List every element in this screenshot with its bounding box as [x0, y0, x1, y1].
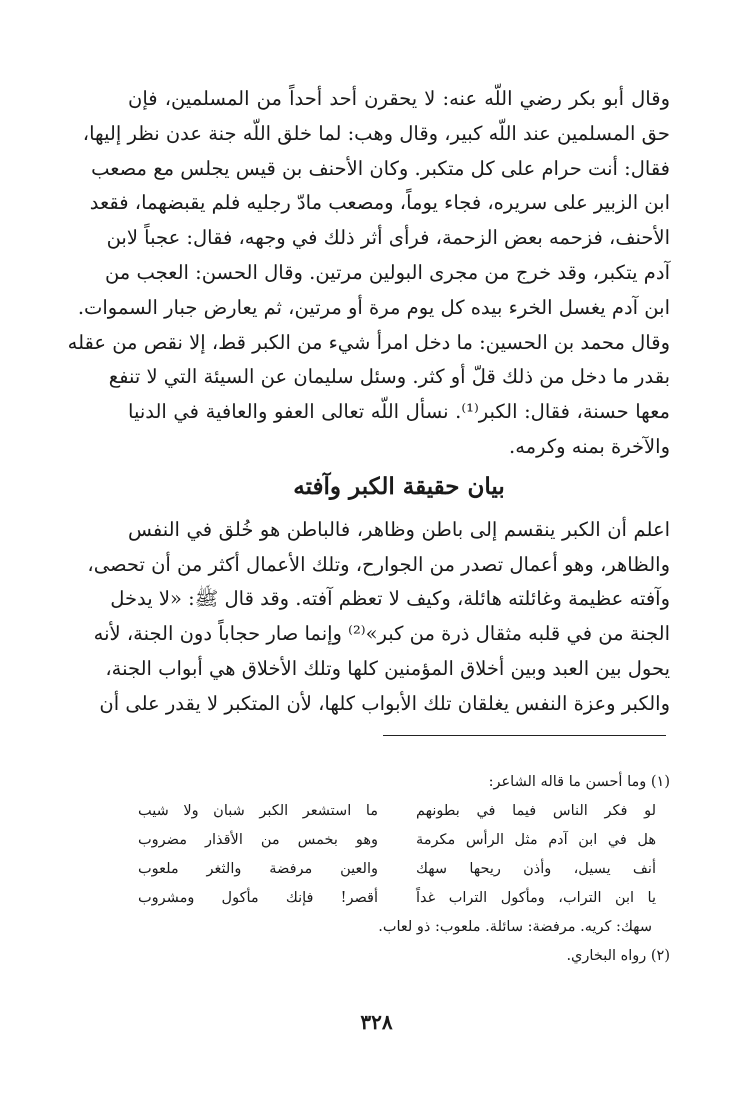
text-line: ابن الزبير على سريره، فجاء يوماً، ومصعب مادّ رجليه فلم يقبضهما، فقعد [89, 191, 670, 215]
text-line: والظاهر، وهو أعمال تصدر من الجوارح، وتلك الأعمال أكثر من أن تحصى، [87, 552, 670, 576]
footnote-1-intro: (١) وما أحسن ما قاله الشاعر: [488, 774, 670, 790]
poem-verse [128, 797, 670, 826]
footnote-1-gloss: سهك: كريه. مرفضة: سائلة. ملعوب: ذو لعاب. [378, 919, 652, 935]
text-line: بقدر ما دخل من ذلك قلّ أو كثر. وسئل سليمان عن السيئة التي لا تنفع [108, 365, 670, 389]
footnote-divider [383, 735, 666, 736]
page-number: ٣٢٨ [360, 1010, 393, 1034]
text-line: الجنة من في قلبه مثقال ذرة من كبر»⁽²⁾ وإنما صار حجاباً دون الجنة، لأنه [93, 622, 670, 646]
poem-verse [128, 826, 670, 855]
poem-second-hemistich: أقصر! فإنك مأكول ومشروب [138, 890, 378, 906]
text-line: الأحنف، فزحمه بعض الزحمة، فرأى أثر ذلك في وجهه، فقال: عجباً لابن [106, 226, 670, 250]
poem [128, 797, 670, 913]
poem-second-hemistich: والعين مرفضة والثغر ملعوب [138, 861, 378, 877]
text-line: اعلم أن الكبر ينقسم إلى باطن وظاهر، فالباطن هو خُلق في النفس [128, 517, 670, 541]
poem-second-hemistich: ما استشعر الكبر شبان ولا شيب [138, 803, 378, 819]
poem-verse [128, 855, 670, 884]
poem-first-hemistich: أنف يسيل، وأذن ريحها سهك [416, 861, 656, 877]
text-line: وآفته عظيمة وغائلته هائلة، وكيف لا تعظم آفته. وقد قال ﷺ: «لا يدخل [110, 587, 670, 611]
text-line: معها حسنة، فقال: الكبر⁽¹⁾. نسأل اللّه تعالى العفو والعافية في الدنيا [128, 400, 670, 424]
text-line: يحول بين العبد وبين أخلاق المؤمنين كلها وتلك الأخلاق هي أبواب الجنة، [105, 656, 670, 680]
poem-first-hemistich: يا ابن التراب، ومأكول التراب غداً [416, 890, 656, 906]
text-line: والآخرة بمنه وكرمه. [509, 434, 670, 458]
main-text [67, 82, 670, 722]
text-line: والكبر وعزة النفس يغلقان تلك الأبواب كلها، لأن المتكبر لا يقدر على أن [99, 691, 670, 715]
text-line: آدم يتكبر، وقد خرج من مجرى البولين مرتين. وقال الحسن: العجب من [104, 260, 670, 284]
poem-first-hemistich: هل في ابن آدم مثل الرأس مكرمة [416, 832, 656, 848]
footnotes [128, 768, 670, 971]
text-line: فقال: أنت حرام على كل متكبر. وكان الأحنف بن قيس يجلس مع مصعب [91, 156, 670, 180]
text-line: وقال محمد بن الحسين: ما دخل امرأ شيء من الكبر قط، إلا نقص من عقله [67, 330, 670, 354]
text-line: وقال أبو بكر رضي اللّه عنه: لا يحقرن أحد أحداً من المسلمين، فإن [128, 87, 670, 110]
section-heading: بيان حقيقة الكبر وآفته [293, 472, 505, 500]
footnote-2: (٢) رواه البخاري. [566, 948, 670, 964]
poem-first-hemistich: لو فكر الناس فيما في بطونهم [416, 803, 656, 819]
poem-verse [128, 884, 670, 913]
text-line: حق المسلمين عند اللّه كبير، وقال وهب: لما خلق اللّه جنة عدن نظر إليها، [82, 121, 670, 145]
poem-second-hemistich: وهو بخمس من الأقذار مضروب [138, 832, 378, 848]
text-line: ابن آدم يغسل الخرء بيده كل يوم مرة أو مرتين، ثم يعارض جبار السموات. [77, 295, 670, 319]
